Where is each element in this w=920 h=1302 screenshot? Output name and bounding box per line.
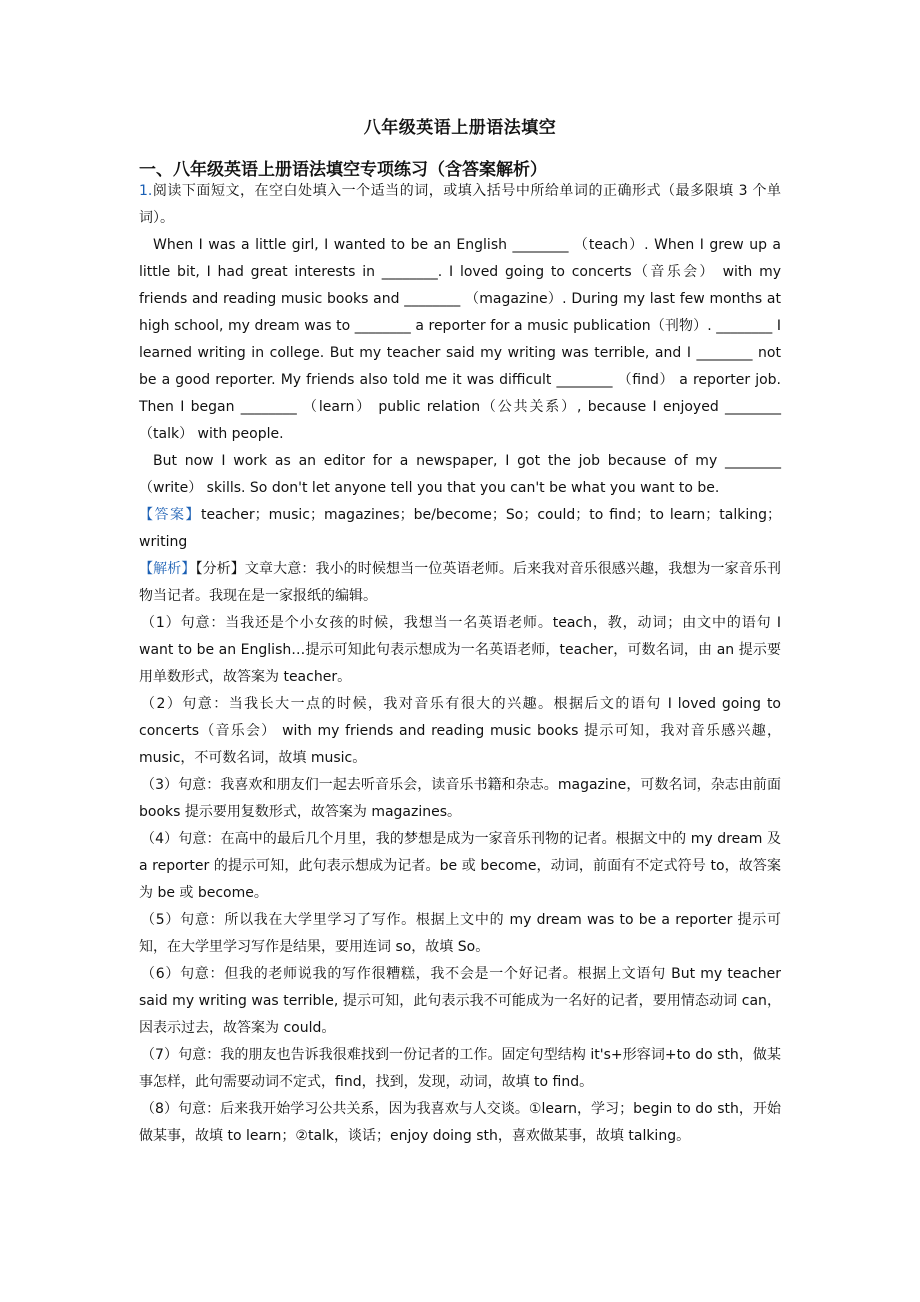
analysis-item: （1）句意：当我还是个小女孩的时候，我想当一名英语老师。teach，教，动词；由文中的语句 I want to be an English…提示可知此句表示想成为一名英语老师，teacher，可数名词，由 an 提示要用单数形式，故答案为 teacher。 [139,615,781,685]
analysis-intro: 【解析】【分析】文章大意：我小的时候想当一位英语老师。后来我对音乐很感兴趣，我想为一家音乐刊物当记者。我现在是一家报纸的编辑。 [139,561,782,604]
analysis-item: （6）句意：但我的老师说我的写作很糟糕，我不会是一个好记者。根据上文语句 But my teacher said my writing was terrible, 提示可知，此句表示我不可能成为一名好的记者，要用情态动词 can，因表示过去，故答案为 could。 [139,966,781,1036]
analysis-item: （7）句意：我的朋友也告诉我很难找到一份记者的工作。固定句型结构 it's+形容词+to do sth，做某事怎样，此句需要动词不定式，find，找到，发现，动词，故填 to find。 [139,1047,781,1090]
analysis-item: （2）句意：当我长大一点的时候，我对音乐有很大的兴趣。根据后文的语句 I loved going to concerts（音乐会） with my friends and reading music books 提示可知，我对音乐感兴趣，music，不可数名词，故填 music。 [139,696,781,766]
analysis-item: （5）句意：所以我在大学里学习了写作。根据上文中的 my dream was to be a reporter 提示可知，在大学里学习写作是结果，要用连词 so，故填 So。 [139,912,781,955]
document-body [139,178,781,1150]
answer-line [139,502,781,556]
analysis-tag: 【解析】 [139,561,196,577]
passage-paragraph-1: When I was a little girl, I wanted to be an English ________ （teach）. When I grew up a little bit, I had great interests in ________. I loved going to concerts（音乐会） with my friends and reading music books and ________ （magazine）. During my last few months at high school, my dream was to ________ a reporter for a music publication（刊物）. ________ I learned writing in college. But my teacher said my writing was terrible, and I ________ not be a good reporter. My friends also told me it was difficult ________ （find） a reporter job. Then I began ________ （learn） public relation（公共关系）, because I enjoyed ________ （talk） with people. [139,237,781,442]
analysis-item: （4）句意：在高中的最后几个月里，我的梦想是成为一家音乐刊物的记者。根据文中的 my dream 及 a reporter 的提示可知，此句表示想成为记者。be 或 become，动词，前面有不定式符号 to，故答案为 be 或 become。 [139,831,781,901]
document-title: 八年级英语上册语法填空 [363,118,557,138]
analysis-item: （8）句意：后来我开始学习公共关系，因为我喜欢与人交谈。①learn，学习；begin to do sth，开始做某事，故填 to learn；②talk，谈话；enjoy doing sth，喜欢做某事，故填 talking。 [139,1101,781,1144]
question-instruction: 1.阅读下面短文，在空白处填入一个适当的词，或填入括号中所给单词的正确形式（最多限填 3 个单词）。 [139,183,781,226]
analysis-item: （3）句意：我喜欢和朋友们一起去听音乐会，读音乐书籍和杂志。magazine，可数名词，杂志由前面 books 提示要用复数形式，故答案为 magazines。 [139,777,781,820]
answer-text: teacher；music；magazines；be/become；So；could；to find；to learn；talking；writing [139,507,782,550]
answer-tag: 【答案】 [139,507,201,523]
section-heading: 一、八年级英语上册语法填空专项练习（含答案解析） [139,160,547,180]
passage-paragraph-2: But now I work as an editor for a newspaper, I got the job because of my ________ （write） skills. So don't let anyone tell you that you can't be what you want to be. [139,453,781,496]
question-number: 1. [139,183,153,199]
